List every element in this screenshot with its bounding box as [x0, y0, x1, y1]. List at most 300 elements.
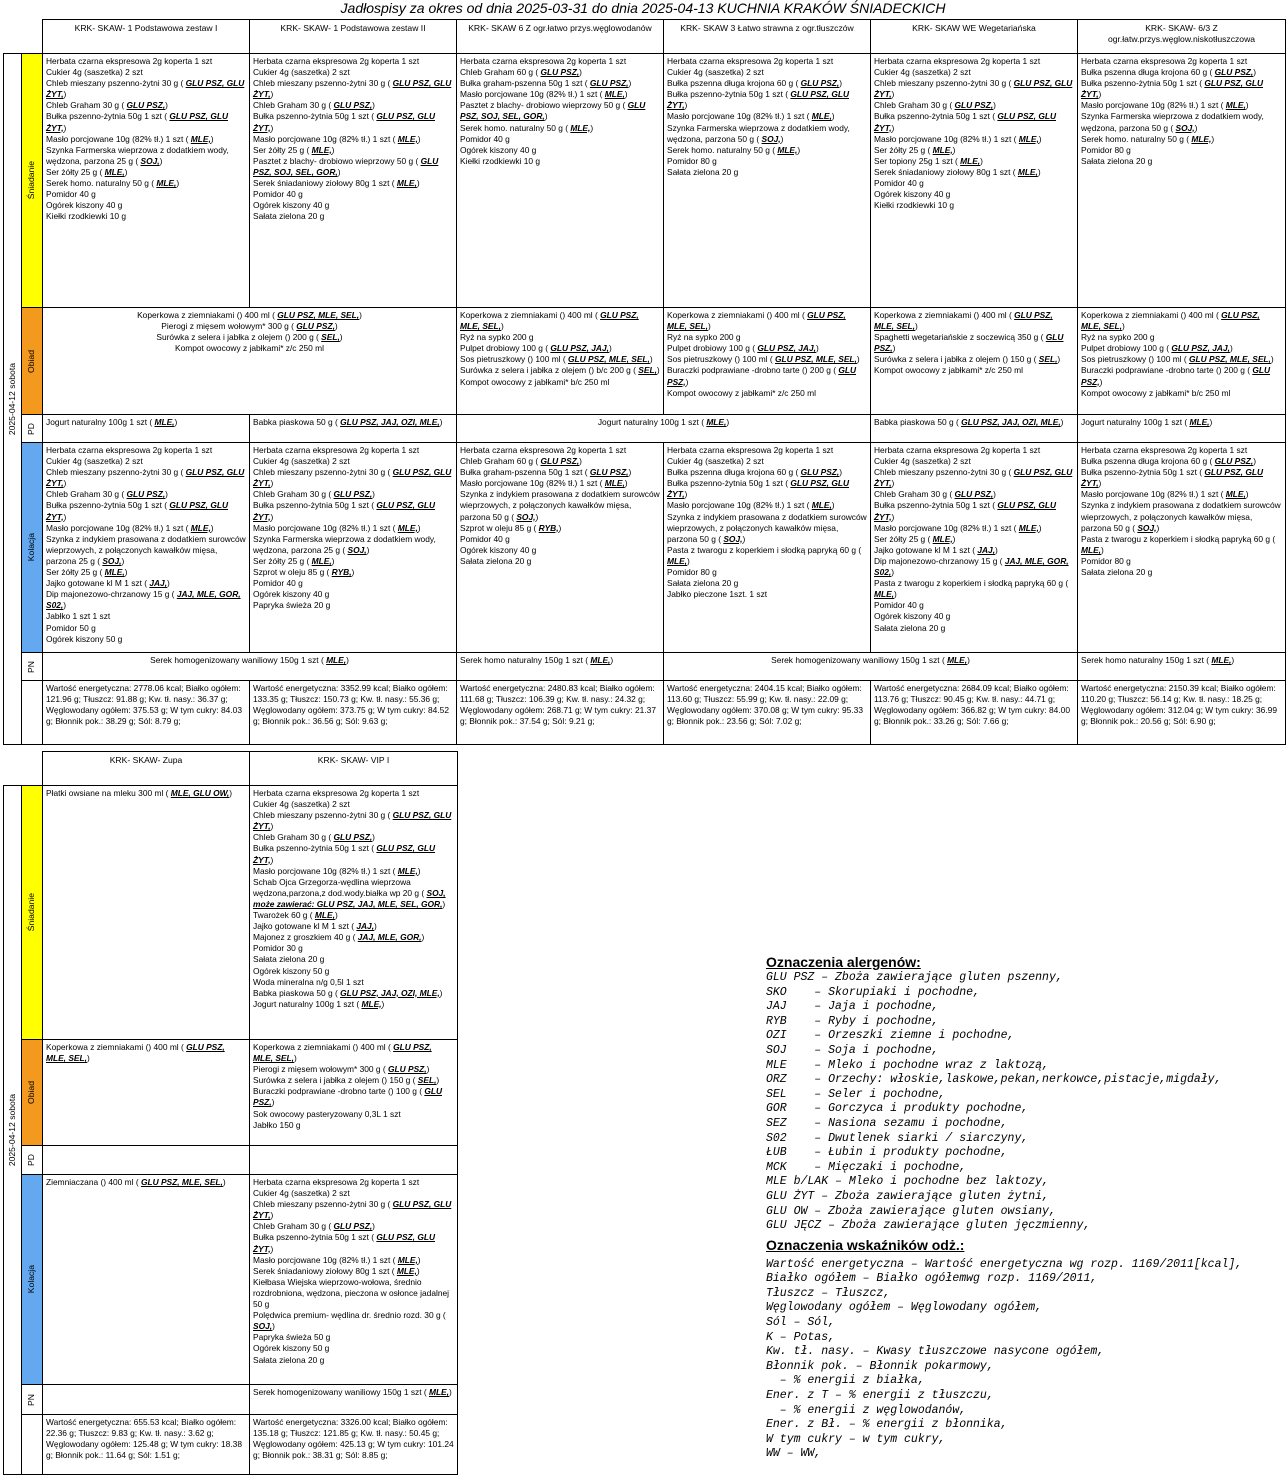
menu-item: Sok owocowy pasteryzowany 0,3L 1 szt [253, 1108, 401, 1119]
menu-item: Buraczki podprawiane -drobno tarte () 100 g ( GLU PSZ,) [253, 1086, 442, 1108]
column-header: KRK- SKAW- VIP I [250, 752, 458, 786]
column-header: KRK- SKAW WE Wegetariańska [871, 20, 1078, 54]
menu-item: Ogórek kiszony 40 g [874, 189, 951, 200]
menu-item: Spaghetti wegetariańskie z soczewicą 350 g ( GLU PSZ,) [874, 332, 1064, 354]
menu-cell [1078, 54, 1286, 308]
legend-entry: Sól – Sól, [766, 1316, 836, 1330]
menu-item: Bułka pszenna długa krojona 60 g ( GLU PSZ,) [1081, 456, 1257, 467]
legend-entry: MLE – Mleko i pochodne wraz z laktozą, [766, 1058, 1049, 1072]
menu-item: Szynka z indykiem prasowana z dodatkiem surowców wieprzowych, z połączonych kawałków mięsa, parzona 50 g ( SOJ,) [460, 489, 660, 522]
date-cell: 2025-04-12 sobota [4, 786, 22, 1475]
menu-item: Chleb Graham 30 g ( GLU PSZ,) [253, 832, 375, 843]
menu-item: Bułka graham-pszenna 50g 1 szt ( GLU PSZ,) [460, 78, 632, 89]
menu-item: Kompot owocowy z jabłkami* z/c 250 ml [874, 365, 1023, 376]
menu-cell [43, 443, 250, 653]
menu-item: Pomidor 40 g [46, 189, 96, 200]
column-header: KRK- SKAW- 1 Podstawowa zestaw II [250, 20, 457, 54]
menu-item: Koperkowa z ziemniakami () 400 ml ( GLU PSZ, MLE, SEL,) [137, 310, 362, 320]
menu-item: Kiełki rzodkiewki 10 g [874, 200, 955, 211]
indicators-title: Oznaczenia wskaźników odż.: [766, 1236, 965, 1253]
menu-item: Herbata czarna ekspresowa 2g koperta 1 szt [667, 56, 834, 66]
menu-item: Szprot w oleju 85 g ( RYB,) [253, 567, 355, 578]
meal-label-nutrition [22, 1415, 43, 1475]
menu-item: Herbata czarna ekspresowa 2g koperta 1 szt [253, 56, 420, 66]
menu-item: Masło porcjowane 10g (82% tł.) 1 szt ( MLE,) [667, 500, 835, 511]
menu-cell [250, 415, 457, 443]
menu-item: Pomidor 40 g [253, 189, 303, 200]
menu-item: Herbata czarna ekspresowa 2g koperta 1 szt [1081, 56, 1248, 66]
nutrition-cell: Wartość energetyczna: 2150.39 kcal; Białko ogółem: 110.20 g; Tłuszcz: 56.14 g; Kw. tł. nasy.: 18.25 g; Węglowodany ogółem: 312.04 g; W tym cukry: 36.99 g; Błonnik pok.: 20.56 g; Sól: 6.90 g; [1078, 681, 1286, 745]
menu-item: Ogórek kiszony 40 g [460, 144, 537, 155]
legend-entry: ŁUB – Łubin i produkty pochodne, [766, 1146, 1008, 1160]
menu-item: Ser żółty 25 g ( MLE,) [253, 555, 335, 566]
menu-item: Serek homogenizowany waniliowy 150g 1 szt ( MLE,) [771, 655, 970, 665]
menu-item: Surówka z selera i jabłka z olejem () 200 g ( SEL,) [156, 332, 343, 343]
menu-item: Herbata czarna ekspresowa 2g koperta 1 szt [667, 445, 834, 455]
menu-cell [1078, 308, 1286, 415]
menu-item: Chleb mieszany pszenno-żytni 30 g ( GLU PSZ, GLU ŻYT,) [874, 467, 1073, 489]
menu-item: Sos pietruszkowy () 100 ml ( GLU PSZ, MLE, SEL,) [1081, 354, 1274, 365]
meal-label-evening-snack: PN [22, 653, 43, 681]
menu-item: Chleb Graham 30 g ( GLU PSZ,) [874, 100, 996, 111]
menu-cell [871, 54, 1078, 308]
menu-item: Pomidor 80 g [1081, 144, 1131, 155]
menu-item: Chleb mieszany pszenno-żytni 30 g ( GLU PSZ, GLU ŻYT,) [874, 78, 1073, 100]
menu-item: Papryka świeża 50 g [253, 1332, 331, 1343]
nutrition-cell: Wartość energetyczna: 2404.15 kcal; Białko ogółem: 113.60 g; Tłuszcz: 55.99 g; Kw. tł. nasy.: 22.09 g; Węglowodany ogółem: 370.08 g; W tym cukry: 95.33 g; Błonnik pok.: 23.56 g; Sól: 7.02 g; [664, 681, 871, 745]
menu-cell [457, 653, 664, 681]
legend-entry: SOJ – Soja i pochodne, [766, 1043, 939, 1057]
legend-entry: SEZ – Nasiona sezamu i pochodne, [766, 1116, 1008, 1130]
menu-item: Pierogi z mięsem wołowym* 300 g ( GLU PSZ,) [161, 321, 338, 332]
menu-item: Herbata czarna ekspresowa 2g koperta 1 szt [253, 445, 420, 455]
menu-cell [250, 54, 457, 308]
legend-entry: S02 – Dwutlenek siarki / siarczyny, [766, 1131, 1029, 1145]
legend-entry: Ener. z Bł. – % energii z błonnika, [766, 1418, 1008, 1432]
menu-cell [664, 443, 871, 653]
menu-item: Dip majonezowo-chrzanowy 15 g ( JAJ, MLE, GOR, S02,) [874, 555, 1069, 578]
menu-item: Bułka pszenno-żytnia 50g 1 szt ( GLU PSZ, GLU ŻYT,) [874, 500, 1056, 522]
menu-item: Kompot owocowy z jabłkami* b/c 250 ml [1081, 387, 1231, 398]
menu-item: Sałata zielona 20 g [460, 555, 532, 566]
menu-item: Szynka Farmerska wieprzowa z dodatkiem wody, wędzona, parzona 50 g ( SOJ,) [667, 122, 850, 144]
menu-item: Ogórek kiszony 40 g [253, 200, 330, 211]
menu-cell [250, 1040, 458, 1146]
menu-item: Serek homo naturalny 150g 1 szt ( MLE,) [1081, 655, 1235, 665]
legend-entry: MCK – Mięczaki i pochodne, [766, 1160, 967, 1174]
nutrition-cell: Wartość energetyczna: 2778.06 kcal; Białko ogółem: 121.96 g; Tłuszcz: 91.88 g; Kw. tł. nasy.: 36.37 g; Węglowodany ogółem: 375.53 g; W tym cukry: 84.03 g; Błonnik pok.: 38.29 g; Sól: 8.79 g; [43, 681, 250, 745]
meal-label-evening-snack: PN [22, 1385, 43, 1415]
menu-item: Masło porcjowane 10g (82% tł.) 1 szt ( MLE,) [253, 1254, 421, 1265]
menu-item: Sałata zielona 20 g [667, 578, 739, 589]
menu-item: Schab Ojca Grzegorza-wędlina wieprzowa wędzona,parzona,z dod.wody.białka wp 20 g ( SOJ, może zawierać: GLU PSZ, JAJ, MLE, SEL, GOR,) [253, 876, 446, 909]
allergens-title: Oznaczenia alergenów: [766, 954, 921, 970]
menu-cell [43, 308, 457, 415]
menu-item: Masło porcjowane 10g (82% tł.) 1 szt ( MLE,) [874, 522, 1042, 533]
menu-item: Jogurt naturalny 100g 1 szt ( MLE,) [253, 998, 385, 1009]
menu-item: Jajko gotowane kl M 1 szt ( JAJ,) [874, 544, 998, 555]
menu-item: Masło porcjowane 10g (82% tł.) 1 szt ( MLE,) [253, 865, 421, 876]
meal-label-snack: PD [22, 1146, 43, 1175]
menu-item: Szynka Farmerska wieprzowa z dodatkiem wody, wędzona, parzona 50 g ( SOJ,) [1081, 111, 1264, 133]
menu-item: Pulpet drobiowy 100 g ( GLU PSZ, JAJ,) [1081, 343, 1233, 354]
menu-item: Kiełki rzodkiewki 10 g [46, 211, 127, 222]
menu-item: Płatki owsiane na mleku 300 ml ( MLE, GLU OW,) [46, 788, 233, 798]
menu-item: Masło porcjowane 10g (82% tł.) 1 szt ( MLE,) [1081, 100, 1249, 111]
menu-item: Pulpet drobiowy 100 g ( GLU PSZ, JAJ,) [460, 343, 612, 354]
menu-item: Polędwica premium- wędlina dr. średnio rozd. 30 g ( SOJ,) [253, 1310, 446, 1332]
meal-label-breakfast: Śniadanie [22, 786, 43, 1040]
menu-item: Herbata czarna ekspresowa 2g koperta 1 szt [874, 445, 1041, 455]
meal-label-lunch: Obiad [22, 1040, 43, 1146]
menu-item: Chleb mieszany pszenno-żytni 30 g ( GLU PSZ, GLU ŻYT,) [46, 467, 245, 489]
menu-item: Kompot owocowy z jabłkami* z/c 250 ml [175, 343, 324, 354]
legend-entry: Białko ogółem – Białko ogółemwg rozp. 1169/2011, [766, 1272, 1098, 1286]
menu-item: Serek homo. naturalny 50 g ( MLE,) [667, 144, 801, 155]
indicators-list [766, 1258, 1286, 1462]
menu-item: Szynka z indykiem prasowana z dodatkiem surowców wieprzowych, z połączonych kawałków mięsa, parzona 25 g ( SOJ,) [46, 533, 246, 566]
menu-item: Masło porcjowane 10g (82% tł.) 1 szt ( MLE,) [46, 133, 214, 144]
menu-item: Herbata czarna ekspresowa 2g koperta 1 szt [253, 788, 420, 798]
menu-item: Jajko gotowane kl M 1 szt ( JAJ,) [46, 578, 170, 589]
legend-entry: WW – WW, [766, 1447, 822, 1461]
menu-cell [871, 308, 1078, 415]
menu-item: Herbata czarna ekspresowa 2g koperta 1 szt [460, 56, 627, 66]
menu-item: Babka piaskowa 50 g ( GLU PSZ, JAJ, OZI, MLE,) [253, 987, 443, 998]
menu-item: Chleb mieszany pszenno-żytni 30 g ( GLU PSZ, GLU ŻYT,) [253, 810, 452, 832]
menu-item: Jogurt naturalny 100g 1 szt ( MLE,) [46, 417, 178, 427]
menu-cell [1078, 415, 1286, 443]
menu-cell [664, 653, 1078, 681]
menu-item: Ser żółty 25 g ( MLE,) [874, 144, 956, 155]
menu-cell [457, 54, 664, 308]
menu-item: Pomidor 80 g [667, 155, 717, 166]
legend-entry: OZI – Orzeszki ziemne i pochodne, [766, 1029, 1015, 1043]
menu-item: Jabłko 1 szt 1 szt [46, 611, 111, 622]
menu-item: Babka piaskowa 50 g ( GLU PSZ, JAJ, OZI, MLE,) [253, 417, 443, 427]
menu-item: Serek homo. naturalny 50 g ( MLE,) [460, 122, 594, 133]
menu-item: Serek homogenizowany waniliowy 150g 1 szt ( MLE,) [150, 655, 349, 665]
menu-item: Koperkowa z ziemniakami () 400 ml ( GLU PSZ, MLE, SEL,) [46, 1042, 225, 1064]
menu-cell [871, 443, 1078, 653]
menu-item: Koperkowa z ziemniakami () 400 ml ( GLU PSZ, MLE, SEL,) [253, 1042, 432, 1064]
menu-item: Chleb mieszany pszenno-żytni 30 g ( GLU PSZ, GLU ŻYT,) [253, 78, 452, 100]
legend-entry: – % energii z białka, [766, 1374, 925, 1388]
page-title: Jadłospisy za okres od dnia 2025-03-31 do dnia 2025-04-13 KUCHNIA KRAKÓW ŚNIADECKICH [340, 0, 946, 16]
column-header: KRK- SKAW- Zupa [43, 752, 250, 786]
menu-cell [43, 54, 250, 308]
menu-item: Masło porcjowane 10g (82% tł.) 1 szt ( MLE,) [460, 478, 628, 489]
menu-cell [871, 415, 1078, 443]
menu-item: Pasztet z blachy- drobiowo wieprzowy 50 g ( GLU PSZ, SOJ, SEL, GOR,) [253, 155, 439, 177]
menu-item: Szynka z indykiem prasowana z dodatkiem surowców wieprzowych, z połączonych kawałków mięsa, parzona 50 g ( SOJ,) [1081, 500, 1281, 533]
menu-item: Twarożek 60 g ( MLE,) [253, 910, 338, 921]
menu-item: Ser topiony 25g 1 szt ( MLE,) [874, 155, 983, 166]
menu-item: Pomidor 40 g [460, 533, 510, 544]
menu-item: Papryka świeża 20 g [253, 600, 331, 611]
menu-cell [43, 1175, 250, 1385]
legend-entry: Błonnik pok. – Błonnik pokarmowy, [766, 1359, 994, 1373]
menu-item: Herbata czarna ekspresowa 2g koperta 1 szt [253, 1177, 420, 1187]
menu-item: Cukier 4g (saszetka) 2 szt [874, 67, 971, 78]
menu-item: Chleb mieszany pszenno-żytni 30 g ( GLU PSZ, GLU ŻYT,) [46, 78, 245, 100]
menu-item: Bułka pszenno-żytnia 50g 1 szt ( GLU PSZ, GLU ŻYT,) [46, 111, 228, 133]
menu-item: Pierogi z mięsem wołowym* 300 g ( GLU PSZ,) [253, 1064, 430, 1075]
menu-item: Bułka pszenna długa krojona 60 g ( GLU PSZ,) [1081, 67, 1257, 78]
menu-item: Dip majonezowo-chrzanowy 15 g ( JAJ, MLE, GOR, S02,) [46, 589, 241, 611]
menu-item: Bułka pszenno-żytnia 50g 1 szt ( GLU PSZ, GLU ŻYT,) [253, 1232, 435, 1254]
allergens-list [766, 971, 1286, 1234]
legend-entry: GLU ŻYT – Zboża zawierające gluten żytni, [766, 1189, 1049, 1203]
menu-item: Sos pietruszkowy () 100 ml ( GLU PSZ, MLE, SEL,) [460, 354, 653, 365]
menu-item: Pomidor 40 g [460, 133, 510, 144]
menu-item: Chleb mieszany pszenno-żytni 30 g ( GLU PSZ, GLU ŻYT,) [253, 1199, 452, 1221]
menu-item: Serek homo naturalny 150g 1 szt ( MLE,) [460, 655, 614, 665]
menu-item: Koperkowa z ziemniakami () 400 ml ( GLU PSZ, MLE, SEL,) [874, 310, 1053, 332]
menu-item: Cukier 4g (saszetka) 2 szt [46, 456, 143, 467]
menu-item: Chleb Graham 30 g ( GLU PSZ,) [874, 489, 996, 500]
nutrition-cell: Wartość energetyczna: 3326.00 kcal; Białko ogółem: 135.18 g; Tłuszcz: 121.85 g; Kw. tł. nasy.: 50.45 g; Węglowodany ogółem: 425.13 g; W tym cukry: 101.24 g; Błonnik pok.: 38.31 g; Sól: 8.85 g; [250, 1415, 458, 1475]
legend-entry: ORZ – Orzechy: włoskie,laskowe,pekan,nerkowce,pistacje,migdały, [766, 1073, 1222, 1087]
legend-entry: GLU JĘCZ – Zboża zawierające gluten jęczmienny, [766, 1219, 1091, 1233]
menu-item: Ser żółty 25 g ( MLE,) [874, 533, 956, 544]
menu-item: Chleb Graham 30 g ( GLU PSZ,) [253, 1221, 375, 1232]
menu-item: Serek homo. naturalny 50 g ( MLE,) [46, 178, 180, 189]
menu-cell [43, 415, 250, 443]
legend-entry: SKO – Skorupiaki i pochodne, [766, 985, 980, 999]
menu-item: Ser żółty 25 g ( MLE,) [46, 166, 128, 177]
menu-item: Bułka pszenno-żytnia 50g 1 szt ( GLU PSZ, GLU ŻYT,) [667, 89, 849, 111]
menu-item: Babka piaskowa 50 g ( GLU PSZ, JAJ, OZI, MLE,) [874, 417, 1064, 427]
menu-item: Kompot owocowy z jabłkami* b/c 250 ml [460, 376, 610, 387]
menu-item: Masło porcjowane 10g (82% tł.) 1 szt ( MLE,) [46, 522, 214, 533]
menu-item: Kiełbasa Wiejska wieprzowo-wołowa, średnio rozdrobniona, wędzona, pieczona w osłonce jadalnej 50 g [253, 1276, 450, 1310]
menu-item: Pasta z twarogu z koperkiem i słodką papryką 60 g ( MLE,) [874, 578, 1069, 600]
menu-item: Kiełki rzodkiewki 10 g [460, 155, 541, 166]
menu-item: Majonez z groszkiem 40 g ( JAJ, MLE, GOR,) [253, 932, 425, 943]
menu-item: Szynka Farmerska wieprzowa z dodatkiem wody, wędzona, parzona 25 g ( SOJ,) [46, 144, 229, 166]
menu-item: Bułka pszenna długa krojona 60 g ( GLU PSZ,) [667, 467, 843, 478]
menu-item: Jogurt naturalny 100g 1 szt ( MLE,) [1081, 417, 1213, 427]
legend-entry: Tłuszcz – Tłuszcz, [766, 1286, 891, 1300]
menu-item: Ogórek kiszony 50 g [46, 633, 123, 644]
menu-cell [250, 443, 457, 653]
menu-cell [664, 308, 871, 415]
date-cell: 2025-04-12 sobota [4, 54, 22, 745]
menu-table-main [3, 19, 1286, 745]
menu-item: Szynka Farmerska wieprzowa z dodatkiem wody, wędzona, parzona 25 g ( SOJ,) [253, 533, 436, 555]
legend-entry: GOR – Gorczyca i produkty pochodne, [766, 1102, 1029, 1116]
menu-item: Ser żółty 25 g ( MLE,) [46, 567, 128, 578]
menu-item: Masło porcjowane 10g (82% tł.) 1 szt ( MLE,) [1081, 489, 1249, 500]
menu-item: Buraczki podprawiane -drobno tarte () 200 g ( GLU PSZ,) [667, 365, 856, 387]
menu-item: Bułka pszenno-żytnia 50g 1 szt ( GLU PSZ, GLU ŻYT,) [667, 478, 849, 500]
menu-item: Sałata zielona 20 g [874, 622, 946, 633]
menu-cell [664, 54, 871, 308]
menu-item: Pomidor 40 g [253, 578, 303, 589]
menu-item: Masło porcjowane 10g (82% tł.) 1 szt ( MLE,) [253, 522, 421, 533]
menu-item: Serek homo. naturalny 50 g ( MLE,) [1081, 133, 1215, 144]
menu-item: Herbata czarna ekspresowa 2g koperta 1 szt [46, 56, 213, 66]
menu-item: Serek śniadaniowy ziołowy 80g 1 szt ( MLE,) [253, 1265, 420, 1276]
menu-item: Herbata czarna ekspresowa 2g koperta 1 szt [46, 445, 213, 455]
legend-entry: – % energii z węglowodanów, [766, 1403, 967, 1417]
menu-cell [457, 415, 871, 443]
menu-item: Pomidor 80 g [1081, 555, 1131, 566]
menu-item: Cukier 4g (saszetka) 2 szt [667, 456, 764, 467]
menu-item: Bułka pszenna długa krojona 60 g ( GLU PSZ,) [667, 78, 843, 89]
menu-item: Ryż na sypko 200 g [1081, 332, 1155, 343]
menu-item: Pomidor 30 g [253, 943, 303, 954]
meal-label-lunch: Obiad [22, 308, 43, 415]
menu-item: Masło porcjowane 10g (82% tł.) 1 szt ( MLE,) [874, 133, 1042, 144]
menu-item: Bułka pszenno-żytnia 50g 1 szt ( GLU PSZ, GLU ŻYT,) [253, 500, 435, 522]
menu-item: Ogórek kiszony 40 g [460, 544, 537, 555]
menu-item: Pomidor 40 g [874, 178, 924, 189]
nutrition-cell: Wartość energetyczna: 2480.83 kcal; Białko ogółem: 111.68 g; Tłuszcz: 106.39 g; Kw. tł. nasy.: 24.32 g; Węglowodany ogółem: 268.71 g; W tym cukry: 21.37 g; Błonnik pok.: 37.54 g; Sól: 9.21 g; [457, 681, 664, 745]
meal-label-dinner: Kolacja [22, 1175, 43, 1385]
menu-item: Cukier 4g (saszetka) 2 szt [253, 67, 350, 78]
menu-item: Bułka pszenno-żytnia 50g 1 szt ( GLU PSZ, GLU ŻYT,) [1081, 78, 1263, 100]
menu-item: Serek homogenizowany waniliowy 150g 1 szt ( MLE,) [253, 1387, 452, 1397]
menu-item: Bułka pszenno-żytnia 50g 1 szt ( GLU PSZ, GLU ŻYT,) [1081, 467, 1263, 489]
nutrition-cell: Wartość energetyczna: 3352.99 kcal; Białko ogółem: 133.35 g; Tłuszcz: 150.73 g; Kw. tł. nasy.: 55.36 g; Węglowodany ogółem: 373.75 g; W tym cukry: 84.52 g; Błonnik pok.: 36.56 g; Sól: 9.63 g; [250, 681, 457, 745]
menu-item: Sałata zielona 20 g [1081, 567, 1153, 578]
meal-label-snack: PD [22, 415, 43, 443]
menu-item: Cukier 4g (saszetka) 2 szt [253, 799, 350, 810]
legend-entry: Ener. z T – % energii z tłuszczu, [766, 1389, 994, 1403]
menu-item: Chleb Graham 30 g ( GLU PSZ,) [253, 489, 375, 500]
menu-item: Cukier 4g (saszetka) 2 szt [46, 67, 143, 78]
menu-cell [43, 1040, 250, 1146]
menu-item: Cukier 4g (saszetka) 2 szt [874, 456, 971, 467]
menu-item: Jabłko 150 g [253, 1119, 301, 1130]
legend-entry: GLU PSZ – Zboża zawierające gluten pszenny, [766, 971, 1063, 984]
menu-item: Surówka z selera i jabłka z olejem () 150 g ( SEL,) [874, 354, 1061, 365]
menu-item: Woda mineralna n/g 0,5l 1 szt [253, 976, 364, 987]
menu-item: Sos pietruszkowy () 100 ml ( GLU PSZ, MLE, SEL,) [667, 354, 860, 365]
menu-item: Cukier 4g (saszetka) 2 szt [667, 67, 764, 78]
menu-item: Herbata czarna ekspresowa 2g koperta 1 szt [1081, 445, 1248, 455]
menu-item: Chleb Graham 60 g ( GLU PSZ,) [460, 456, 582, 467]
menu-item: Sałata zielona 20 g [253, 954, 325, 965]
menu-item: Pomidor 50 g [46, 622, 96, 633]
menu-item: Ogórek kiszony 50 g [253, 965, 330, 976]
menu-cell [43, 653, 457, 681]
menu-item: Masło porcjowane 10g (82% tł.) 1 szt ( MLE,) [667, 111, 835, 122]
menu-item: Herbata czarna ekspresowa 2g koperta 1 szt [460, 445, 627, 455]
menu-item: Masło porcjowane 10g (82% tł.) 1 szt ( MLE,) [460, 89, 628, 100]
menu-item: Bułka pszenno-żytnia 50g 1 szt ( GLU PSZ, GLU ŻYT,) [46, 500, 228, 522]
legend-entry: RYB – Ryby i pochodne, [766, 1014, 939, 1028]
menu-item: Bułka pszenno-żytnia 50g 1 szt ( GLU PSZ, GLU ŻYT,) [874, 111, 1056, 133]
column-header: KRK- SKAW 3 Łatwo strawna z ogr.tłuszczów [664, 20, 871, 54]
nutrition-cell: Wartość energetyczna: 2684.09 kcal; Białko ogółem: 113.76 g; Tłuszcz: 90.45 g; Kw. tł. nasy.: 44.71 g; Węglowodany ogółem: 366.82 g; W tym cukry: 84.00 g; Błonnik pok.: 33.26 g; Sól: 7.66 g; [871, 681, 1078, 745]
column-header: KRK- SKAW- 1 Podstawowa zestaw I [43, 20, 250, 54]
menu-item: Pomidor 80 g [667, 567, 717, 578]
menu-cell [457, 443, 664, 653]
menu-item: Pasta z twarogu z koperkiem i słodką papryką 60 g ( MLE,) [1081, 533, 1276, 555]
menu-item: Ziemniaczana () 400 ml ( GLU PSZ, MLE, SEL,) [46, 1177, 226, 1187]
meal-label-breakfast: Śniadanie [22, 54, 43, 308]
corner [4, 20, 43, 54]
menu-item: Cukier 4g (saszetka) 2 szt [253, 456, 350, 467]
menu-item: Chleb mieszany pszenno-żytni 30 g ( GLU PSZ, GLU ŻYT,) [253, 467, 452, 489]
legend-entry: SEL – Seler i pochodne, [766, 1087, 946, 1101]
menu-item: Kompot owocowy z jabłkami* z/c 250 ml [667, 387, 816, 398]
menu-item: Szprot w oleju 85 g ( RYB,) [460, 522, 562, 533]
menu-item: Serek śniadaniowy ziołowy 80g 1 szt ( MLE,) [874, 166, 1041, 177]
menu-cell [43, 1146, 250, 1175]
legend-entry: Kw. tł. nasy. – Kwasy tłuszczowe nasycone ogółem, [766, 1345, 1105, 1359]
menu-item: Jajko gotowane kl M 1 szt ( JAJ,) [253, 921, 377, 932]
column-header: KRK- SKAW 6 Z ogr.łatwo przys.węglowodanów [457, 20, 664, 54]
menu-item: Sałata zielona 20 g [253, 211, 325, 222]
menu-item: Ser żółty 25 g ( MLE,) [253, 144, 335, 155]
menu-cell [250, 786, 458, 1040]
menu-item: Chleb Graham 60 g ( GLU PSZ,) [460, 67, 582, 78]
menu-item: Bułka graham-pszenna 50g 1 szt ( GLU PSZ,) [460, 467, 632, 478]
meal-label-dinner: Kolacja [22, 443, 43, 653]
menu-cell [250, 1385, 458, 1415]
legend-entry: GLU OW – Zboża zawierające gluten owsiany, [766, 1204, 1056, 1218]
legend [766, 953, 1286, 1462]
menu-item: Masło porcjowane 10g (82% tł.) 1 szt ( MLE,) [253, 133, 421, 144]
menu-item: Chleb Graham 30 g ( GLU PSZ,) [253, 100, 375, 111]
menu-item: Pulpet drobiowy 100 g ( GLU PSZ, JAJ,) [667, 343, 819, 354]
menu-item: Pasta z twarogu z koperkiem i słodką papryką 60 g ( MLE,) [667, 544, 862, 566]
menu-cell [250, 1175, 458, 1385]
menu-item: Ryż na sypko 200 g [460, 332, 534, 343]
menu-item: Sałata zielona 20 g [1081, 155, 1153, 166]
legend-entry: JAJ – Jaja i pochodne, [766, 1000, 939, 1014]
menu-cell [43, 1385, 250, 1415]
menu-table-secondary [3, 751, 458, 1475]
menu-item: Koperkowa z ziemniakami () 400 ml ( GLU PSZ, MLE, SEL,) [460, 310, 639, 332]
menu-cell [1078, 443, 1286, 653]
nutrition-cell: Wartość energetyczna: 655.53 kcal; Białko ogółem: 22.36 g; Tłuszcz: 9.83 g; Kw. tł. nasy.: 3.62 g; Węglowodany ogółem: 125.48 g; W tym cukry: 18.38 g; Błonnik pok.: 11.64 g; Sól: 1.51 g; [43, 1415, 250, 1475]
menu-item: Surówka z selera i jabłka z olejem () 150 g ( SEL,) [253, 1075, 440, 1086]
menu-item: Ogórek kiszony 40 g [874, 611, 951, 622]
menu-item: Cukier 4g (saszetka) 2 szt [253, 1188, 350, 1199]
menu-item: Buraczki podprawiane -drobno tarte () 200 g ( GLU PSZ,) [1081, 365, 1270, 387]
meal-label-nutrition [22, 681, 43, 745]
menu-item: Pasztet z blachy- drobiowo wieprzowy 50 g ( GLU PSZ, SOJ, SEL, GOR,) [460, 100, 646, 122]
corner [4, 752, 43, 786]
legend-entry: Wartość energetyczna – Wartość energetyczna wg rozp. 1169/2011[kcal], [766, 1257, 1243, 1271]
menu-item: Bułka pszenno-żytnia 50g 1 szt ( GLU PSZ, GLU ŻYT,) [253, 111, 435, 133]
menu-item: Sałata zielona 20 g [253, 1354, 325, 1365]
menu-item: Chleb Graham 30 g ( GLU PSZ,) [46, 489, 168, 500]
menu-cell [457, 308, 664, 415]
menu-item: Ryż na sypko 200 g [667, 332, 741, 343]
menu-cell [1078, 653, 1286, 681]
menu-item: Chleb Graham 30 g ( GLU PSZ,) [46, 100, 168, 111]
legend-entry: K – Potas, [766, 1330, 836, 1344]
menu-cell [250, 1146, 458, 1175]
menu-item: Ogórek kiszony 40 g [253, 589, 330, 600]
legend-entry: Węglowodany ogółem – Węglowodany ogółem, [766, 1301, 1043, 1315]
column-header: KRK- SKAW- 6/3 Z ogr.łatw.przys.węglow.niskotłuszczowa [1078, 20, 1286, 54]
menu-item: Jabłko pieczone 1szt. 1 szt [667, 589, 768, 600]
menu-item: Bułka pszenno-żytnia 50g 1 szt ( GLU PSZ, GLU ŻYT,) [253, 843, 435, 865]
menu-item: Herbata czarna ekspresowa 2g koperta 1 szt [874, 56, 1041, 66]
menu-item: Szynka z indykiem prasowana z dodatkiem surowców wieprzowych, z połączonych kawałków mięsa, parzona 50 g ( SOJ,) [667, 511, 867, 544]
menu-item: Ogórek kiszony 50 g [253, 1343, 330, 1354]
menu-item: Pomidor 40 g [874, 600, 924, 611]
menu-item: Serek śniadaniowy ziołowy 80g 1 szt ( MLE,) [253, 178, 420, 189]
menu-item: Sałata zielona 20 g [667, 166, 739, 177]
